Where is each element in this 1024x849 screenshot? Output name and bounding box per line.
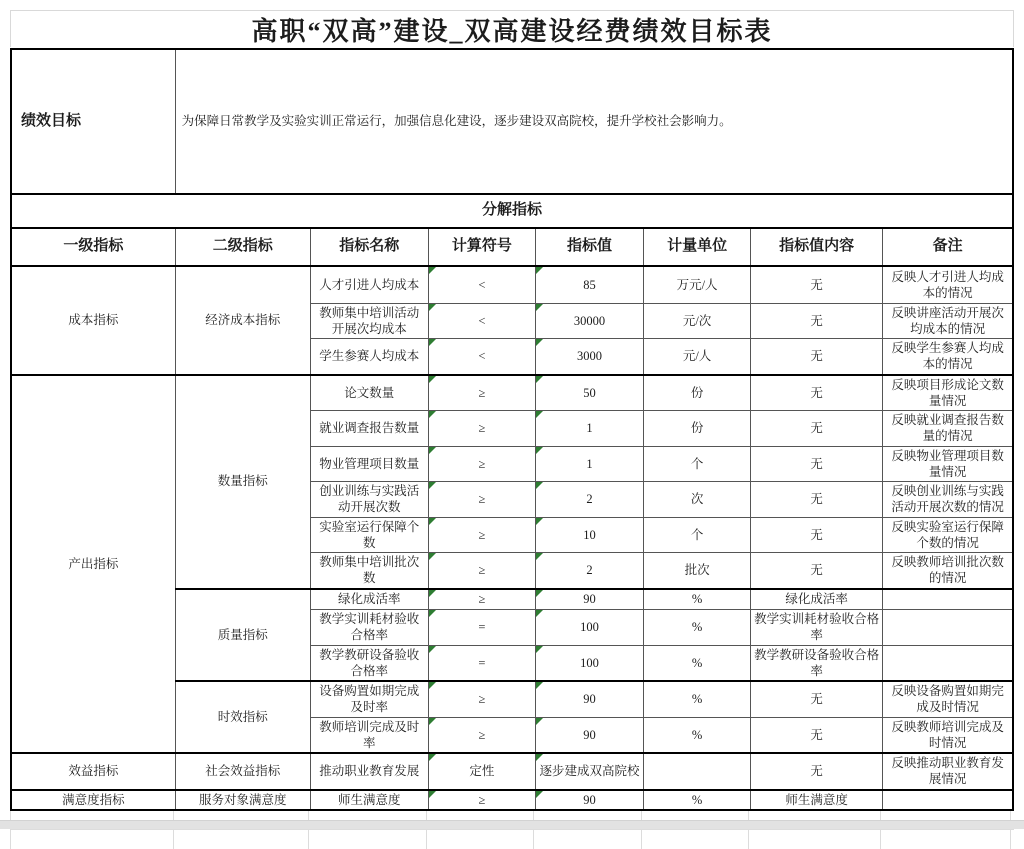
column-header-content[interactable]: 指标值内容 — [751, 228, 883, 266]
value-content-cell[interactable]: 无 — [751, 303, 883, 339]
value-text: 1 — [586, 421, 593, 436]
column-header-level1[interactable]: 一级指标 — [11, 228, 175, 266]
indicator-name-cell[interactable]: 教师集中培训活动开展次均成本 — [310, 303, 428, 339]
symbol-text: ≥ — [478, 456, 486, 471]
level2-indicator-cell[interactable]: 服务对象满意度 — [175, 790, 310, 810]
value-content-cell[interactable]: 师生满意度 — [751, 790, 883, 810]
flag-triangle-icon — [536, 682, 543, 689]
column-header-level2[interactable]: 二级指标 — [175, 228, 310, 266]
column-header-name[interactable]: 指标名称 — [310, 228, 428, 266]
value-content-cell[interactable]: 无 — [751, 411, 883, 447]
flag-triangle-icon — [536, 791, 543, 798]
flag-triangle-icon — [429, 482, 436, 489]
value-text: 10 — [583, 527, 596, 542]
flag-triangle-icon — [429, 339, 436, 346]
goal-row — [11, 49, 1013, 194]
note-cell[interactable] — [883, 790, 1013, 810]
flag-triangle-icon — [536, 339, 543, 346]
symbol-text: = — [478, 620, 486, 635]
symbol-cell[interactable] — [428, 411, 535, 447]
note-cell[interactable]: 反映项目形成论文数量情况 — [883, 375, 1013, 411]
unit-cell[interactable]: 次 — [644, 482, 751, 518]
value-cell[interactable] — [535, 303, 643, 339]
flag-triangle-icon — [536, 376, 543, 383]
flag-triangle-icon — [429, 590, 436, 597]
value-cell[interactable] — [535, 266, 643, 303]
flag-triangle-icon — [429, 791, 436, 798]
sheet-title[interactable]: 高职“双高”建设_双高建设经费绩效目标表 — [10, 10, 1014, 47]
flag-triangle-icon — [536, 267, 543, 274]
flag-triangle-icon — [429, 610, 436, 617]
indicator-name-cell[interactable]: 论文数量 — [310, 375, 428, 411]
symbol-text: < — [478, 277, 486, 292]
note-cell[interactable]: 反映实验室运行保障个数的情况 — [883, 517, 1013, 553]
flag-triangle-icon — [429, 267, 436, 274]
symbol-text: = — [478, 655, 486, 670]
unit-cell[interactable]: 万元/人 — [644, 266, 751, 303]
unit-cell[interactable]: % — [644, 681, 751, 717]
note-cell[interactable]: 反映人才引进人均成本的情况 — [883, 266, 1013, 303]
note-cell[interactable]: 反映物业管理项目数量情况 — [883, 446, 1013, 482]
flag-triangle-icon — [429, 411, 436, 418]
header-row — [11, 228, 1013, 266]
section-title-cell[interactable]: 分解指标 — [11, 194, 1013, 228]
empty-cell — [642, 830, 749, 849]
unit-cell[interactable]: % — [644, 589, 751, 610]
value-text: 3000 — [576, 349, 602, 364]
value-content-cell[interactable]: 无 — [751, 446, 883, 482]
flag-triangle-icon — [536, 718, 543, 725]
value-cell[interactable] — [535, 681, 643, 717]
indicator-name-cell[interactable]: 物业管理项目数量 — [310, 446, 428, 482]
empty-cell — [174, 830, 309, 849]
table-row — [11, 266, 1013, 303]
unit-cell[interactable]: 份 — [644, 411, 751, 447]
flag-triangle-icon — [536, 754, 543, 761]
flag-triangle-icon — [536, 447, 543, 454]
goal-description-cell[interactable]: 为保障日常教学及实验实训正常运行，加强信息化建设，逐步建设双高院校，提升学校社会影响力。 — [175, 49, 1013, 194]
unit-cell[interactable]: % — [644, 610, 751, 646]
value-text: 2 — [586, 492, 593, 507]
symbol-cell[interactable] — [428, 790, 535, 810]
value-content-cell[interactable]: 教学实训耗材验收合格率 — [751, 610, 883, 646]
unit-cell[interactable]: % — [644, 717, 751, 753]
column-header-symbol[interactable]: 计算符号 — [428, 228, 535, 266]
symbol-cell[interactable] — [428, 303, 535, 339]
indicator-name-cell[interactable]: 就业调查报告数量 — [310, 411, 428, 447]
table-row — [11, 753, 1013, 790]
indicator-name-cell[interactable]: 设备购置如期完成及时率 — [310, 681, 428, 717]
value-text: 90 — [583, 692, 596, 707]
note-cell[interactable]: 反映教师培训完成及时情况 — [883, 717, 1013, 753]
indicator-name-cell[interactable]: 教师集中培训批次数 — [310, 553, 428, 589]
section-row — [11, 194, 1013, 228]
indicator-name-cell[interactable]: 教学实训耗材验收合格率 — [310, 610, 428, 646]
value-text: 90 — [583, 592, 596, 607]
unit-cell[interactable]: % — [644, 645, 751, 681]
value-cell[interactable] — [535, 411, 643, 447]
flag-triangle-icon — [536, 304, 543, 311]
symbol-text: ≥ — [478, 592, 486, 607]
symbol-cell[interactable] — [428, 482, 535, 518]
value-cell[interactable] — [535, 375, 643, 411]
value-cell[interactable] — [535, 553, 643, 589]
indicator-name-cell[interactable]: 推动职业教育发展 — [310, 753, 428, 790]
unit-cell[interactable]: 个 — [644, 517, 751, 553]
value-content-cell[interactable]: 无 — [751, 517, 883, 553]
note-cell[interactable]: 反映推动职业教育发展情况 — [883, 753, 1013, 790]
value-cell[interactable] — [535, 790, 643, 810]
flag-triangle-icon — [429, 754, 436, 761]
flag-triangle-icon — [536, 518, 543, 525]
symbol-text: 定性 — [469, 764, 495, 779]
value-cell[interactable] — [535, 446, 643, 482]
indicator-table — [10, 48, 1014, 811]
symbol-cell[interactable] — [428, 753, 535, 790]
empty-cell — [749, 830, 881, 849]
symbol-cell[interactable] — [428, 681, 535, 717]
value-content-cell[interactable]: 绿化成活率 — [751, 589, 883, 610]
flag-triangle-icon — [429, 447, 436, 454]
value-text: 90 — [583, 792, 596, 807]
symbol-cell[interactable] — [428, 517, 535, 553]
value-cell[interactable] — [535, 482, 643, 518]
symbol-cell[interactable] — [428, 717, 535, 753]
symbol-text: ≥ — [478, 727, 486, 742]
indicator-name-cell[interactable]: 学生参赛人均成本 — [310, 339, 428, 375]
value-text: 100 — [580, 655, 599, 670]
symbol-cell[interactable] — [428, 589, 535, 610]
indicator-name-cell[interactable]: 创业训练与实践活动开展次数 — [310, 482, 428, 518]
symbol-text: ≥ — [478, 563, 486, 578]
empty-cell — [427, 830, 534, 849]
value-cell[interactable] — [535, 717, 643, 753]
note-cell[interactable]: 反映创业训练与实践活动开展次数的情况 — [883, 482, 1013, 518]
value-content-cell[interactable]: 无 — [751, 553, 883, 589]
indicator-name-cell[interactable]: 实验室运行保障个数 — [310, 517, 428, 553]
value-text: 逐步建成双高院校 — [539, 764, 640, 779]
empty-cell — [534, 830, 642, 849]
value-cell[interactable] — [535, 589, 643, 610]
note-cell[interactable]: 反映讲座活动开展次均成本的情况 — [883, 303, 1013, 339]
indicator-name-cell[interactable]: 师生满意度 — [310, 790, 428, 810]
level1-indicator-cell[interactable]: 产出指标 — [11, 375, 175, 754]
symbol-text: < — [478, 349, 486, 364]
flag-triangle-icon — [429, 553, 436, 560]
symbol-cell[interactable] — [428, 446, 535, 482]
value-content-cell[interactable]: 无 — [751, 375, 883, 411]
flag-triangle-icon — [429, 376, 436, 383]
symbol-cell[interactable] — [428, 645, 535, 681]
unit-cell[interactable]: 份 — [644, 375, 751, 411]
value-text: 85 — [583, 277, 596, 292]
value-content-cell[interactable]: 无 — [751, 717, 883, 753]
note-cell[interactable]: 反映就业调查报告数量的情况 — [883, 411, 1013, 447]
symbol-text: ≥ — [478, 492, 486, 507]
symbol-text: < — [478, 313, 486, 328]
flag-triangle-icon — [536, 590, 543, 597]
value-cell[interactable] — [535, 610, 643, 646]
symbol-cell[interactable] — [428, 339, 535, 375]
note-cell[interactable] — [883, 589, 1013, 610]
note-cell[interactable] — [883, 610, 1013, 646]
canvas-edge-strip — [0, 820, 1024, 829]
flag-triangle-icon — [536, 482, 543, 489]
flag-triangle-icon — [536, 646, 543, 653]
value-cell[interactable] — [535, 339, 643, 375]
symbol-text: ≥ — [478, 692, 486, 707]
flag-triangle-icon — [429, 682, 436, 689]
level2-indicator-cell[interactable]: 质量指标 — [175, 589, 310, 682]
symbol-cell[interactable] — [428, 266, 535, 303]
level2-indicator-cell[interactable]: 社会效益指标 — [175, 753, 310, 790]
value-content-cell[interactable]: 无 — [751, 339, 883, 375]
level2-indicator-cell[interactable]: 数量指标 — [175, 375, 310, 589]
value-text: 30000 — [573, 313, 606, 328]
value-content-cell[interactable]: 教学教研设备验收合格率 — [751, 645, 883, 681]
symbol-text: ≥ — [478, 527, 486, 542]
level2-indicator-cell[interactable]: 经济成本指标 — [175, 266, 310, 375]
goal-label-cell[interactable]: 绩效目标 — [11, 49, 175, 194]
value-cell[interactable] — [535, 753, 643, 790]
level1-indicator-cell[interactable]: 满意度指标 — [11, 790, 175, 810]
spreadsheet-canvas — [10, 48, 1014, 849]
unit-cell[interactable]: 批次 — [644, 553, 751, 589]
value-content-cell[interactable]: 无 — [751, 482, 883, 518]
level2-indicator-cell[interactable]: 时效指标 — [175, 681, 310, 753]
indicator-name-cell[interactable]: 教学教研设备验收合格率 — [310, 645, 428, 681]
column-header-note[interactable]: 备注 — [883, 228, 1013, 266]
table-row — [11, 375, 1013, 411]
unit-cell[interactable]: 个 — [644, 446, 751, 482]
empty-cell — [881, 830, 1011, 849]
value-content-cell[interactable]: 无 — [751, 753, 883, 790]
value-cell[interactable] — [535, 645, 643, 681]
note-cell[interactable] — [883, 645, 1013, 681]
indicator-name-cell[interactable]: 绿化成活率 — [310, 589, 428, 610]
value-cell[interactable] — [535, 517, 643, 553]
flag-triangle-icon — [429, 646, 436, 653]
symbol-text: ≥ — [478, 385, 486, 400]
indicator-name-cell[interactable]: 教师培训完成及时率 — [310, 717, 428, 753]
level1-indicator-cell[interactable]: 效益指标 — [11, 753, 175, 790]
flag-triangle-icon — [536, 411, 543, 418]
empty-cell — [10, 830, 174, 849]
symbol-cell[interactable] — [428, 375, 535, 411]
note-cell[interactable]: 反映教师培训批次数的情况 — [883, 553, 1013, 589]
value-text: 1 — [586, 456, 593, 471]
value-content-cell[interactable]: 无 — [751, 681, 883, 717]
value-text: 100 — [580, 620, 599, 635]
indicator-name-cell[interactable]: 人才引进人均成本 — [310, 266, 428, 303]
column-header-unit[interactable]: 计量单位 — [644, 228, 751, 266]
unit-cell[interactable]: % — [644, 790, 751, 810]
column-header-value[interactable]: 指标值 — [535, 228, 643, 266]
unit-cell[interactable]: 元/人 — [644, 339, 751, 375]
flag-triangle-icon — [536, 553, 543, 560]
unit-cell[interactable] — [644, 753, 751, 790]
flag-triangle-icon — [429, 518, 436, 525]
value-text: 2 — [586, 563, 593, 578]
value-text: 90 — [583, 727, 596, 742]
flag-triangle-icon — [429, 718, 436, 725]
note-cell[interactable]: 反映设备购置如期完成及时情况 — [883, 681, 1013, 717]
flag-triangle-icon — [536, 610, 543, 617]
level1-indicator-cell[interactable]: 成本指标 — [11, 266, 175, 375]
flag-triangle-icon — [429, 304, 436, 311]
symbol-cell[interactable] — [428, 553, 535, 589]
symbol-text: ≥ — [478, 792, 486, 807]
value-content-cell[interactable]: 无 — [751, 266, 883, 303]
unit-cell[interactable]: 元/次 — [644, 303, 751, 339]
symbol-cell[interactable] — [428, 610, 535, 646]
empty-grid-row — [10, 830, 1014, 849]
value-text: 50 — [583, 385, 596, 400]
note-cell[interactable]: 反映学生参赛人均成本的情况 — [883, 339, 1013, 375]
table-row — [11, 790, 1013, 810]
empty-cell — [309, 830, 427, 849]
symbol-text: ≥ — [478, 421, 486, 436]
